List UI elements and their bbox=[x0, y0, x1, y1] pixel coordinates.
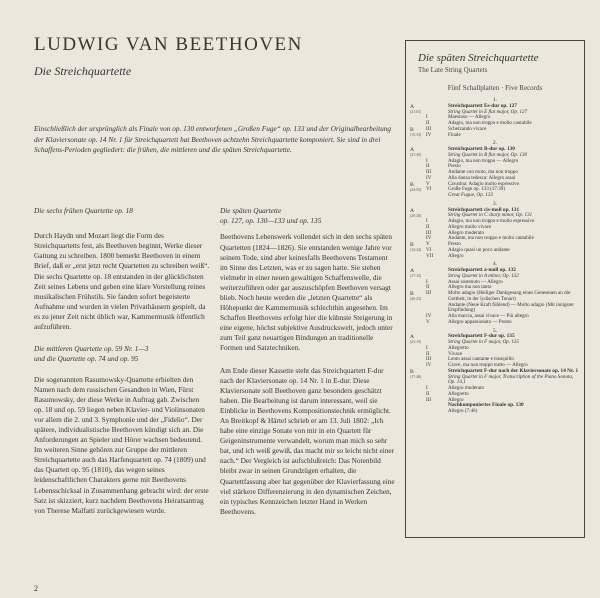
record-number: 2. bbox=[492, 140, 498, 147]
side-duration: (14:24) bbox=[410, 248, 422, 252]
movement-text: Presto bbox=[448, 241, 461, 247]
composer-title: LUDWIG VAN BEETHOVEN bbox=[34, 34, 303, 55]
intro-paragraph: Einschließlich der ursprünglich als Finale von op. 130 entworfenen „Großen Fuge“ op. 133 und der Originalbearbeitung der Klaviersonate op. 14 Nr. 1 für Streichquartett hat Beethoven achtzehn Streichquartette komponiert. Sie sind in drei Schaffens-Perioden gegliedert: die frühen, die mittleren und die späten Streichquartette. bbox=[34, 124, 392, 155]
movement-number: V bbox=[426, 241, 430, 247]
movement-number: II bbox=[426, 223, 430, 230]
side-letter: B bbox=[410, 126, 414, 133]
movement-number: IV bbox=[426, 313, 432, 319]
record-number: 3. bbox=[492, 200, 498, 207]
record-side bbox=[410, 208, 424, 218]
paragraph-early-1: Durch Haydn und Mozart liegt die Form des Streichquartetts fest, als Beethoven beginnt, Werke dieser Gattung zu schreiben. 1800 bemerkt Beethoven in einem Brief, daß er „erst jetzt recht Quartetten zu schreiben weiß“. bbox=[34, 231, 210, 271]
record-side bbox=[410, 369, 424, 379]
movement-text: Allegretto bbox=[448, 344, 469, 351]
quartet-title: Streichquartett Es-dur op. 127 bbox=[448, 102, 517, 109]
quartet-title: Streichquartett F-dur nach der Klaviersonate op. 14 Nr. 1 bbox=[448, 367, 579, 374]
movement-text: Allegro molto vivace bbox=[448, 223, 492, 230]
side-duration: (24:55) bbox=[410, 187, 422, 192]
column-left bbox=[34, 206, 210, 516]
movement-number: I bbox=[426, 344, 428, 351]
movement-number: III bbox=[426, 125, 432, 132]
record-number: 1. bbox=[492, 97, 498, 103]
movement-text: Adagio quasi un poco andante bbox=[448, 246, 510, 253]
movement-text: Lento assai cantante e tranquillo bbox=[448, 356, 514, 363]
paragraph-middle: Die sogenannten Rasumowsky-Quartette erhielten den Namen nach dem russischen Gesandten in Wien, Fürst Rasumowsky, der diese Werke in Auftrag gab. Zwischen op. 18 und op. 59 liegen neben Klavier- und Violinsonaten vor allem die 2. und 3. Symphonie und der „Fidelio“. Der spätere, individualistische Beethoven kündigt sich an. Die Anforderungen an Spieler und Hörer wachsen bedeutend. Im weiteren Sinne gehören zur Gruppe der mittleren Streichquartette auch das Harfenquartett op. 74 (1809) und das Quartett op. 95 (1810), das wegen seines leidenschaftlichen Charakters gerne mit Beethovens Lebensschicksal in Zusammenhang gebracht wird: der erste Satz ist skizziert, kurz nachdem Beethovens Heiratsantrag von Therese Malfatti zurückgewiesen wurde. bbox=[34, 374, 209, 515]
side-letter: A bbox=[410, 268, 415, 274]
movement-number: IV bbox=[426, 174, 432, 181]
movement-text: Assai sostenuto — Allegro bbox=[448, 278, 503, 285]
movement-text: Alla danza tedesca: Allegro assai bbox=[448, 174, 516, 181]
movement-text: Allegro appassionato — Presto bbox=[448, 318, 512, 325]
side-letter: A bbox=[410, 207, 415, 214]
movement-number: IV bbox=[426, 235, 432, 242]
quartet-title: Streichquartett B-dur op. 130 bbox=[448, 146, 515, 152]
movement-text: Adagio, ma non troppo — Allegro bbox=[448, 157, 519, 164]
quartet-title: Streichquartett cis-moll op. 131 bbox=[448, 206, 520, 213]
movement-text: Maestoso — Allegro bbox=[448, 114, 491, 121]
movement-text: Cavatina: Adagio molto espressivo bbox=[448, 180, 520, 187]
track-row bbox=[410, 254, 580, 260]
movement-text: Presto bbox=[448, 163, 461, 170]
movement-number: IV bbox=[426, 131, 432, 138]
movement-text: Scherzando vivace bbox=[448, 125, 487, 132]
paragraph-early-2: Die sechs Quartette op. 18 entstanden in der glücklichsten Zeit seines Lebens und geben eine klare Vorstellung reines musikalischen Frühstils. Sie fanden sofort begeisterte Aufnahme und wurden in vielen Privathäusern gespielt, da es zu jener Zeit nicht üblich war, Kammermusik öffentlich aufzuführen. bbox=[34, 271, 206, 332]
side-duration: (15:33) bbox=[410, 132, 422, 137]
side-letter: A bbox=[410, 334, 415, 341]
movement-text: Molto adagio (Heiliger Dankgesang eines Genesenen an die Gottheit, in der lydischen Tonart) bbox=[448, 290, 571, 302]
quartet-subtitle: String Quartet in E flat major, Op. 127 bbox=[448, 108, 528, 115]
heading-early-quartets: Die sechs frühen Quartette op. 18 bbox=[34, 206, 133, 215]
side-letter: B bbox=[410, 291, 414, 297]
movement-number: VI bbox=[426, 186, 432, 193]
quartet-subtitle: String Quartet in A minor, Op. 132 bbox=[448, 272, 519, 279]
quartet-subtitle: String Quartet in F major, Op. 135 bbox=[448, 339, 520, 345]
track-row bbox=[410, 320, 580, 326]
movement-text: Allegro bbox=[448, 396, 464, 403]
movement-text: Allegretto bbox=[448, 390, 469, 397]
track-row bbox=[410, 291, 580, 314]
section-gap bbox=[410, 415, 580, 418]
track-row bbox=[410, 147, 580, 159]
movement-number: VII bbox=[426, 252, 434, 259]
movement-number: II bbox=[426, 350, 430, 357]
side-duration: (17:15) bbox=[410, 274, 422, 278]
side-letter: B bbox=[410, 368, 414, 375]
heading-late-quartets-2: op. 127, op. 130—133 und op. 135 bbox=[220, 216, 322, 226]
side-duration: (21:40) bbox=[410, 153, 422, 157]
quartet-title: Nachkomponiertes Finale op. 130 bbox=[448, 402, 524, 409]
side-duration: (20:30) bbox=[410, 213, 422, 218]
movement-number: V bbox=[426, 180, 430, 187]
movement-number: III bbox=[426, 356, 432, 363]
heading-late-quartets: Die späten Quartette bbox=[220, 206, 282, 215]
movement-text: Allegro (7:46) bbox=[448, 408, 478, 414]
movement-number: II bbox=[426, 120, 430, 126]
movement-text: Große Fuge op. 133 (17:39) bbox=[448, 186, 506, 193]
quartet-subtitle: String Quartet in F major, Transcription of the Piano Sonata, Op. 14,1 bbox=[448, 373, 574, 386]
side-duration: (17:46) bbox=[410, 374, 422, 379]
movement-number: I bbox=[426, 218, 428, 224]
movement-text: Adagio, ma non troppo e molto cantabile bbox=[448, 120, 532, 126]
track-row bbox=[410, 369, 580, 386]
movement-text: Andante (Neue Kraft fühlend) — Molto adagio (Mit innigster Empfindung) bbox=[448, 301, 574, 314]
movement-text: Andante, ma non troppo e molto cantabile bbox=[448, 235, 534, 242]
record-side bbox=[410, 147, 424, 157]
side-letter: B bbox=[410, 242, 414, 248]
movement-number: II bbox=[426, 284, 430, 291]
movement-number: IV bbox=[426, 362, 432, 368]
page-number: 2 bbox=[34, 584, 38, 593]
movement-number: III bbox=[426, 396, 432, 403]
movement-text: Allegro moderato bbox=[448, 229, 485, 236]
movement-number: III bbox=[426, 290, 432, 296]
movement-text: Great Fugue, Op. 133 bbox=[448, 192, 493, 198]
column-right bbox=[220, 206, 396, 517]
tracklist bbox=[410, 98, 580, 418]
movement-number: III bbox=[426, 169, 432, 175]
movement-text: Allegro bbox=[448, 252, 464, 259]
movement-number: I bbox=[426, 385, 428, 391]
record-side bbox=[410, 334, 424, 344]
paragraph-late: Beethovens Lebenswerk vollendet sich in den sechs späten Quartetten (1824—1826). Sie entstanden wenige Jahre vor seinem Tode, sind aber keinesfalls Beethovens Testament im Sinne des Letzten, was er zu sagen hatte. Sie stehen vielmehr in einer neuen gewaltigen Schaffenswelle, die weiterzuführen oder gar auszuschöpfen Beethoven versagt blieb. Noch heute werden die „letzten Quartette“ als Höhepunkt der Kammermusik schlechthin angesehen. Im Schaffen Beethovens erfolgt hier die kühnste Steigerung in eine eigene, höchst subjektive Ausdruckswelt, jedoch unter zum Teil ganz neuartigen Bindungen an traditionelle Formen und Satztechniken. bbox=[220, 232, 393, 353]
record-side bbox=[410, 268, 424, 278]
side-letter: A bbox=[410, 103, 415, 110]
track-row bbox=[410, 268, 580, 280]
movement-number: I bbox=[426, 278, 428, 285]
movement-number: V bbox=[426, 318, 430, 325]
movement-text: Andante con moto, ma non troppo bbox=[448, 169, 518, 175]
quartet-title: Streichquartett a-moll op. 132 bbox=[448, 267, 516, 273]
record-number: 5. bbox=[492, 327, 498, 334]
movement-number: II bbox=[426, 390, 430, 397]
side-duration: (21:01) bbox=[410, 109, 422, 114]
heading-middle-quartets-2: und die Quartette op. 74 und op. 95 bbox=[34, 354, 139, 364]
movement-number: VI bbox=[426, 246, 432, 253]
movement-number: III bbox=[426, 229, 432, 236]
track-row bbox=[410, 187, 580, 199]
record-side bbox=[410, 104, 424, 114]
side-letter: B bbox=[410, 181, 414, 188]
track-row bbox=[410, 133, 580, 139]
movement-number: I bbox=[426, 157, 428, 164]
track-row bbox=[410, 403, 580, 415]
heading-middle-quartets: Die mittleren Quartette op. 59 Nr. 1—3 bbox=[34, 344, 149, 354]
work-subtitle: Die Streichquartette bbox=[34, 64, 132, 78]
movement-text: Grave, ma non troppo tratto — Allegro bbox=[448, 362, 528, 368]
tracklist-records: Fünf Schallplatten · Five Records bbox=[447, 84, 543, 92]
quartet-title: Streichquartett F-dur op. 135 bbox=[448, 333, 515, 340]
track-row bbox=[410, 334, 580, 346]
side-duration: (26:23) bbox=[410, 297, 422, 301]
tracklist-title: Die späten Streichquartette bbox=[418, 52, 539, 64]
movement-text: Allegro moderato bbox=[448, 385, 485, 391]
record-number: 4. bbox=[492, 261, 498, 268]
record-side bbox=[410, 291, 424, 301]
side-letter: A bbox=[410, 147, 415, 153]
movement-text: Vivace bbox=[448, 350, 463, 357]
movement-text: Adagio, ma non troppo e molto espressivo bbox=[448, 218, 535, 224]
movement-text: Allegro ma non tanto bbox=[448, 284, 492, 291]
side-duration: (23:15) bbox=[410, 340, 422, 345]
movement-number: II bbox=[426, 163, 430, 170]
tracklist-subtitle: The Late String Quartets bbox=[418, 66, 488, 74]
quartet-subtitle: String Quartet in C sharp minor, Op. 131 bbox=[448, 212, 533, 219]
quartet-subtitle: String Quartet in B flat major, Op. 130 bbox=[448, 151, 528, 158]
movement-text: Finale bbox=[448, 131, 461, 138]
movement-number: I bbox=[426, 114, 428, 121]
paragraph-sonata: Am Ende dieser Kassette steht das Streichquartett F-dur nach der Klaviersonate op. 14 Nr. 1 in E-dur. Diese Klaviersonate soll Beethoven ganz besonders geschätzt haben. Die Bearbeitung ist darum interessant, weil sie Einblicke in Beethovens Kompositionstechnik ermöglicht. An Breitkopf & Härtel schrieb er am 13. Juli 1802: „Ich habe eine einzige Sonate von mir in ein Quartett für Geigeninstrumente verwandelt, worum man mich so sehr bat, und ich weiß gewiß, das macht mir so leicht nicht einer nach.“ Der Vergleich ist aufschlußreich: Das Notenbild bleibt zwar in seinen Grundzügen erhalten, die Quartettfassung aber hat gegenüber der Klavierfassung eine viel stärkere Differenzierung in den dynamischen Zeichen, ein typisches Kennzeichen letzter Hand in Werken Beethovens. bbox=[220, 365, 395, 516]
movement-text: Alla marcia, assai vivace — Più allegro bbox=[448, 313, 529, 319]
track-row bbox=[410, 104, 580, 116]
